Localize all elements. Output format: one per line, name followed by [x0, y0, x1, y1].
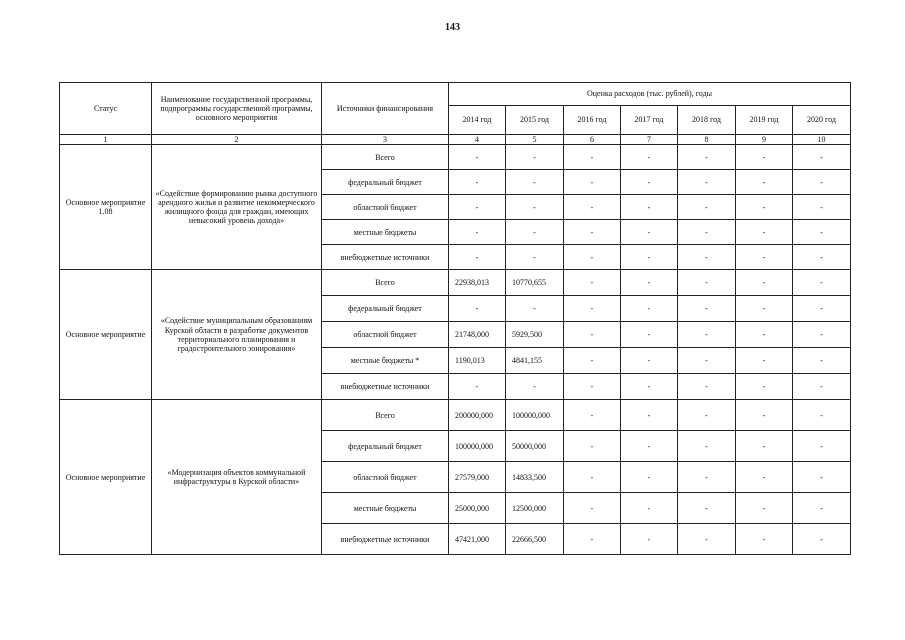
amount-cell: -	[621, 220, 678, 245]
amount-cell: -	[621, 374, 678, 400]
amount-cell: -	[736, 322, 793, 348]
amount-cell: -	[506, 245, 564, 270]
funding-source-cell: внебюджетные источники	[322, 524, 449, 555]
header-year: 2020 год	[793, 106, 851, 135]
amount-cell: -	[564, 400, 621, 431]
table-row	[60, 270, 851, 296]
amount-cell: -	[449, 245, 506, 270]
amount-cell: -	[678, 145, 736, 170]
amount-cell: 22938,013	[449, 270, 506, 296]
amount-cell: -	[449, 145, 506, 170]
amount-cell: -	[678, 493, 736, 524]
funding-source-cell: Всего	[322, 145, 449, 170]
amount-cell: -	[449, 374, 506, 400]
amount-cell: -	[564, 195, 621, 220]
header-program-name: Наименование государственной программы, подпрограммы государственной программы, основного мероприятия	[152, 83, 322, 135]
amount-cell: -	[736, 195, 793, 220]
amount-cell: -	[736, 493, 793, 524]
amount-cell: -	[678, 220, 736, 245]
amount-cell: -	[736, 296, 793, 322]
amount-cell: 10770,655	[506, 270, 564, 296]
funding-source-cell: местные бюджеты	[322, 220, 449, 245]
column-number: 10	[793, 135, 851, 145]
amount-cell: 47421,000	[449, 524, 506, 555]
header-year: 2017 год	[621, 106, 678, 135]
amount-cell: -	[564, 220, 621, 245]
header-year: 2018 год	[678, 106, 736, 135]
amount-cell: -	[736, 245, 793, 270]
amount-cell: -	[736, 170, 793, 195]
amount-cell: -	[678, 170, 736, 195]
amount-cell: -	[736, 145, 793, 170]
table-row	[60, 400, 851, 431]
amount-cell: 12500,000	[506, 493, 564, 524]
amount-cell: -	[449, 296, 506, 322]
amount-cell: 1190,013	[449, 348, 506, 374]
amount-cell: -	[449, 195, 506, 220]
funding-source-cell: областной бюджет	[322, 195, 449, 220]
amount-cell: -	[793, 195, 851, 220]
header-status: Статус	[60, 83, 152, 135]
measure-name-cell: «Содействие формированию рынка доступного арендного жилья и развитие некоммерческого жилищного фонда для граждан, имеющих невысокий уровень дохода»	[152, 145, 322, 270]
table-row	[60, 145, 851, 170]
funding-source-cell: Всего	[322, 270, 449, 296]
amount-cell: -	[678, 462, 736, 493]
amount-cell: -	[621, 322, 678, 348]
funding-source-cell: местные бюджеты	[322, 493, 449, 524]
status-cell: Основное мероприятие	[60, 400, 152, 555]
amount-cell: -	[621, 400, 678, 431]
amount-cell: -	[678, 270, 736, 296]
amount-cell: -	[506, 220, 564, 245]
amount-cell: -	[564, 348, 621, 374]
amount-cell: -	[506, 374, 564, 400]
amount-cell: -	[793, 322, 851, 348]
amount-cell: -	[678, 245, 736, 270]
amount-cell: 21748,000	[449, 322, 506, 348]
amount-cell: -	[506, 145, 564, 170]
column-number: 7	[621, 135, 678, 145]
amount-cell: -	[736, 524, 793, 555]
amount-cell: -	[621, 296, 678, 322]
amount-cell: -	[793, 374, 851, 400]
amount-cell: -	[793, 270, 851, 296]
amount-cell: -	[793, 431, 851, 462]
header-year: 2015 год	[506, 106, 564, 135]
header-sources: Источники финансирования	[322, 83, 449, 135]
column-number: 8	[678, 135, 736, 145]
amount-cell: -	[564, 170, 621, 195]
amount-cell: -	[736, 348, 793, 374]
amount-cell: -	[564, 145, 621, 170]
amount-cell: -	[621, 245, 678, 270]
amount-cell: 100000,000	[506, 400, 564, 431]
amount-cell: 5929,500	[506, 322, 564, 348]
funding-source-cell: федеральный бюджет	[322, 170, 449, 195]
measure-name-cell: «Модернизация объектов коммунальной инфраструктуры в Курской области»	[152, 400, 322, 555]
page-number: 143	[445, 22, 460, 33]
amount-cell: -	[678, 400, 736, 431]
amount-cell: 4841,155	[506, 348, 564, 374]
column-number-row	[60, 135, 851, 145]
funding-source-cell: областной бюджет	[322, 322, 449, 348]
amount-cell: 100000,000	[449, 431, 506, 462]
amount-cell: -	[736, 374, 793, 400]
amount-cell: -	[506, 296, 564, 322]
amount-cell: -	[793, 348, 851, 374]
amount-cell: -	[621, 431, 678, 462]
column-number: 6	[564, 135, 621, 145]
header-expenses: Оценка расходов (тыс. рублей), годы	[449, 83, 851, 106]
column-number: 9	[736, 135, 793, 145]
amount-cell: -	[678, 431, 736, 462]
funding-source-cell: внебюджетные источники	[322, 245, 449, 270]
amount-cell: -	[793, 145, 851, 170]
column-number: 4	[449, 135, 506, 145]
amount-cell: -	[793, 220, 851, 245]
amount-cell: -	[621, 145, 678, 170]
amount-cell: -	[736, 220, 793, 245]
status-cell: Основное мероприятие	[60, 270, 152, 400]
table-header	[60, 83, 851, 145]
header-year: 2019 год	[736, 106, 793, 135]
amount-cell: -	[564, 374, 621, 400]
amount-cell: -	[564, 296, 621, 322]
amount-cell: -	[736, 270, 793, 296]
amount-cell: -	[621, 462, 678, 493]
table-body	[60, 145, 851, 555]
funding-source-cell: федеральный бюджет	[322, 296, 449, 322]
amount-cell: -	[793, 524, 851, 555]
amount-cell: -	[736, 431, 793, 462]
amount-cell: 25000,000	[449, 493, 506, 524]
amount-cell: -	[564, 245, 621, 270]
funding-source-cell: областной бюджет	[322, 462, 449, 493]
amount-cell: -	[621, 195, 678, 220]
amount-cell: -	[793, 296, 851, 322]
amount-cell: -	[449, 220, 506, 245]
funding-source-cell: местные бюджеты *	[322, 348, 449, 374]
amount-cell: -	[449, 170, 506, 195]
column-number: 1	[60, 135, 152, 145]
amount-cell: -	[621, 348, 678, 374]
header-year: 2016 год	[564, 106, 621, 135]
amount-cell: -	[564, 322, 621, 348]
amount-cell: -	[564, 493, 621, 524]
amount-cell: -	[621, 524, 678, 555]
amount-cell: -	[564, 524, 621, 555]
amount-cell: -	[678, 322, 736, 348]
column-number: 5	[506, 135, 564, 145]
amount-cell: -	[678, 296, 736, 322]
funding-source-cell: внебюджетные источники	[322, 374, 449, 400]
amount-cell: -	[678, 348, 736, 374]
status-cell: Основное мероприятие 1.08	[60, 145, 152, 270]
amount-cell: -	[621, 493, 678, 524]
amount-cell: -	[564, 431, 621, 462]
amount-cell: -	[793, 462, 851, 493]
amount-cell: -	[506, 195, 564, 220]
amount-cell: -	[736, 400, 793, 431]
amount-cell: -	[736, 462, 793, 493]
amount-cell: 50000,000	[506, 431, 564, 462]
amount-cell: -	[621, 270, 678, 296]
amount-cell: -	[564, 462, 621, 493]
amount-cell: -	[678, 524, 736, 555]
amount-cell: -	[793, 400, 851, 431]
header-year: 2014 год	[449, 106, 506, 135]
amount-cell: -	[793, 170, 851, 195]
measure-name-cell: «Содействие муниципальным образованиям Курской области в разработке документов территориального планирования и градостроительного зонирования»	[152, 270, 322, 400]
amount-cell: 14833,500	[506, 462, 564, 493]
amount-cell: -	[621, 170, 678, 195]
amount-cell: -	[564, 270, 621, 296]
amount-cell: -	[506, 170, 564, 195]
amount-cell: 200000,000	[449, 400, 506, 431]
funding-source-cell: Всего	[322, 400, 449, 431]
funding-table	[59, 82, 851, 555]
column-number: 2	[152, 135, 322, 145]
amount-cell: 27579,000	[449, 462, 506, 493]
amount-cell: -	[678, 195, 736, 220]
funding-source-cell: федеральный бюджет	[322, 431, 449, 462]
amount-cell: -	[793, 493, 851, 524]
column-number: 3	[322, 135, 449, 145]
amount-cell: 22666,500	[506, 524, 564, 555]
amount-cell: -	[793, 245, 851, 270]
amount-cell: -	[678, 374, 736, 400]
